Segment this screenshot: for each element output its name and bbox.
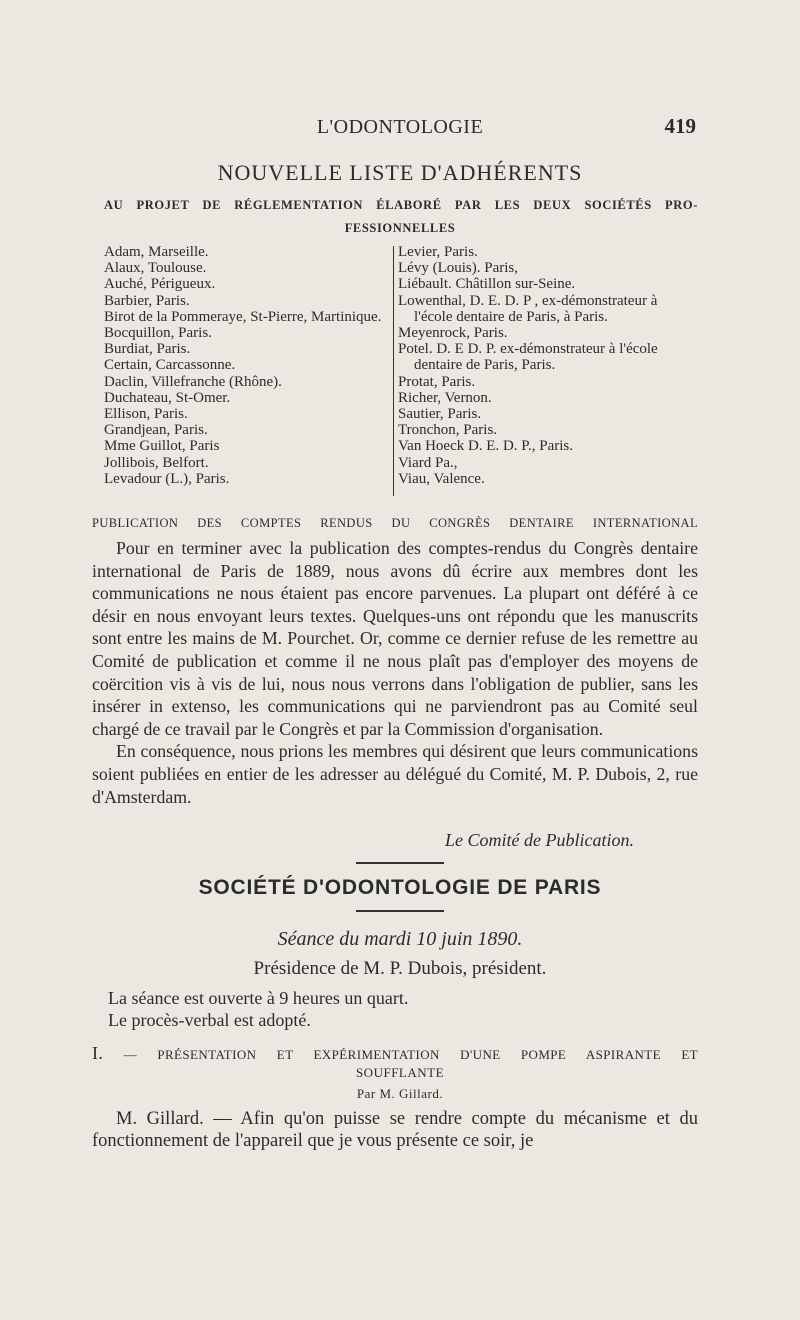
section-rule — [356, 910, 444, 912]
presidence-line: Présidence de M. P. Dubois, président. — [253, 958, 547, 979]
adherent-entry: Jollibois, Belfort. — [104, 454, 209, 471]
column-divider — [393, 246, 394, 496]
section-number: I. — [92, 1043, 104, 1063]
section-heading — [92, 1043, 698, 1064]
adherent-entry: Viard Pa., — [398, 454, 458, 471]
gillard-body — [92, 1108, 698, 1152]
adherent-entry: Protat, Paris. — [398, 373, 476, 390]
adherent-entry: Certain, Carcassonne. — [104, 357, 236, 374]
adherent-entry: Meyenrock, Paris. — [398, 325, 508, 342]
adherents-title: NOUVELLE LISTE D'ADHÉRENTS — [217, 160, 583, 185]
adherent-entry: Levier, Paris. — [398, 244, 478, 260]
adherent-entry: Auché, Périgueux. — [104, 276, 216, 293]
adherent-entry: Daclin, Villefranche (Rhône). — [104, 373, 282, 390]
adherents-subtitle-line2: FESSIONNELLES — [344, 221, 456, 235]
running-header: L'ODONTOLOGIE — [316, 116, 484, 138]
publication-signature: Le Comité de Publication. — [445, 830, 634, 850]
page-number: 419 — [664, 114, 696, 138]
adherent-entry: Ellison, Paris. — [104, 406, 188, 423]
section-title-line2: SOUFFLANTE — [355, 1065, 445, 1080]
publication-heading: PUBLICATION DES COMPTES RENDUS DU CONGRÈS DENTAIRE INTERNATIONAL — [92, 516, 698, 530]
adherent-entry: Sautier, Paris. — [398, 406, 482, 423]
adherent-entry: Bocquillon, Paris. — [104, 325, 212, 342]
adherent-entry: Burdiat, Paris. — [104, 341, 191, 358]
publication-body — [92, 537, 698, 808]
adherents-left-column — [104, 244, 388, 487]
adherent-entry: Lévy (Louis). Paris, — [398, 260, 518, 277]
gillard-paragraph: M. Gillard. — Afin qu'on puisse se rendre compte du mécanisme et du fonctionnement de l'appareil que je vous présente ce soir, je — [92, 1109, 698, 1151]
adherent-entry: Levadour (L.), Paris. — [104, 470, 230, 487]
adherent-entry: Liébault. Châtillon sur-Seine. — [398, 276, 576, 293]
section-title-line1: — PRÉSENTATION ET EXPÉRIMENTATION D'UNE POMPE ASPIRANTE ET — [123, 1047, 698, 1062]
adherent-entry: Duchateau, St-Omer. — [104, 389, 231, 406]
proces-verbal-line: Le procès-verbal est adopté. — [108, 1010, 311, 1030]
adherent-entry: Lowenthal, D. E. D. P , ex-démonstrateur à l'école dentaire de Paris, à Paris. — [398, 292, 658, 325]
adherent-entry: Mme Guillot, Paris — [104, 438, 220, 455]
seance-opening: La séance est ouverte à 9 heures un quart. — [108, 988, 409, 1008]
adherent-entry: Potel. D. E D. P. ex-démonstrateur à l'école dentaire de Paris, Paris. — [398, 341, 658, 374]
publication-paragraph: En conséquence, nous prions les membres qui désirent que leurs communications soient publiées en entier de les adresser au délégué du Comité, M. P. Dubois, 2, rue d'Amsterdam. — [92, 741, 698, 807]
societe-title: SOCIÉTÉ D'ODONTOLOGIE DE PARIS — [198, 876, 602, 899]
adherent-entry: Birot de la Pommeraye, St-Pierre, Martinique. — [104, 308, 382, 325]
adherent-entry: Tronchon, Paris. — [398, 422, 498, 439]
adherent-entry: Van Hoeck D. E. D. P., Paris. — [398, 438, 573, 455]
publication-paragraph: Pour en terminer avec la publication des comptes-rendus du Congrès dentaire international de Paris de 1889, nous avons dû écrire aux membres dont les communications ne nous étaient pas encore parvenues. La plupart ont déféré à ce désir en nous envoyant leurs textes. Quelques-uns ont répondu que les manuscrits sont entre les mains de M. Pourchet. Or, comme ce dernier refuse de les remettre au Comité de publication et comme il ne nous plaît pas d'employer des moyens de coërcition vis à vis de lui, nous nous verrons dans l'obligation de publier, sans les insérer in extenso, les communications qui ne parviendront pas au Comité seul chargé de ce travail par le Congrès et par la Commission d'organisation. — [92, 538, 698, 739]
adherent-entry: Barbier, Paris. — [104, 292, 190, 309]
section-rule — [356, 862, 444, 864]
adherent-entry: Viau, Valence. — [398, 470, 485, 487]
adherent-entry: Richer, Vernon. — [398, 389, 492, 406]
adherents-subtitle-line1: AU PROJET DE RÉGLEMENTATION ÉLABORÉ PAR LES DEUX SOCIÉTÉS PRO- — [104, 198, 698, 212]
section-author: Par M. Gillard. — [356, 1086, 444, 1101]
adherent-entry: Alaux, Toulouse. — [104, 260, 207, 277]
adherents-right-column — [398, 244, 698, 487]
adherent-entry: Adam, Marseille. — [104, 244, 209, 260]
adherent-entry: Grandjean, Paris. — [104, 422, 208, 439]
seance-date: Séance du mardi 10 juin 1890. — [277, 928, 523, 950]
